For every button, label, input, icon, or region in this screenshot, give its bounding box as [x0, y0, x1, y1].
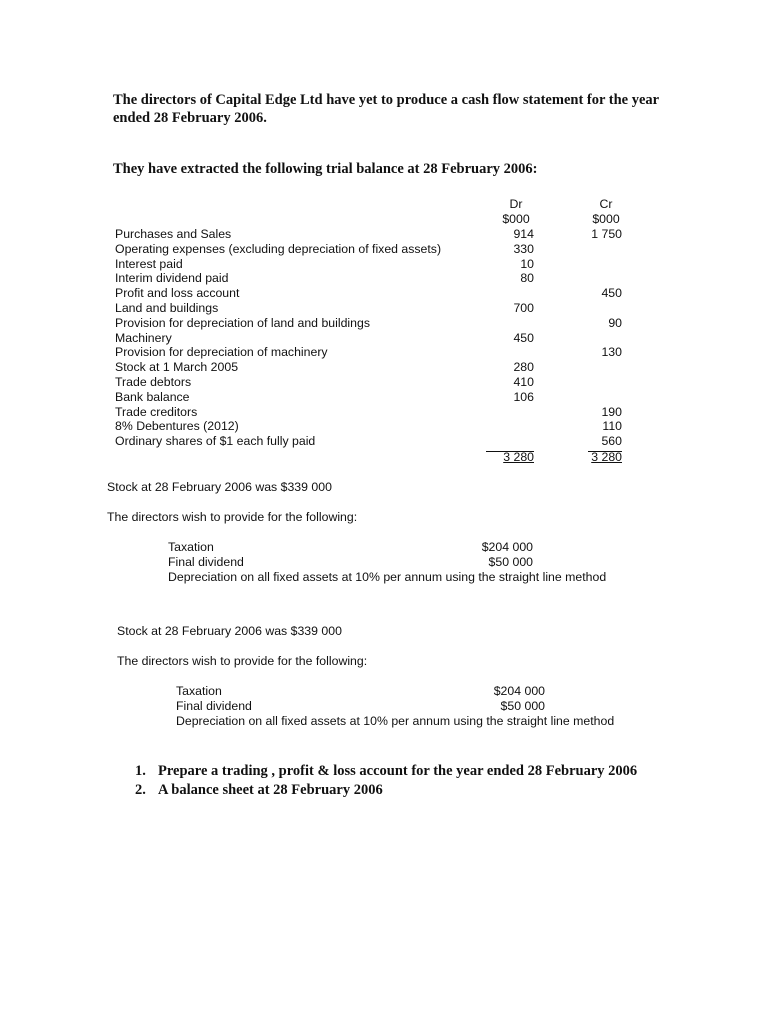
dr-amount: 700: [513, 301, 534, 315]
account-label: Purchases and Sales: [115, 227, 232, 241]
task-list: [113, 763, 673, 801]
account-label: Provision for depreciation of machinery: [115, 345, 328, 360]
dr-unit: $000: [502, 212, 530, 226]
depreciation-line: Depreciation on all fixed assets at 10% per annum using the straight line method: [176, 714, 615, 728]
cr-amount: 450: [601, 286, 622, 301]
stock-note: Stock at 28 February 2006 was $339 000: [107, 480, 332, 494]
cr-total: 3 280: [591, 450, 622, 464]
dividend-value: $50 000: [488, 555, 533, 569]
provide-note: The directors wish to provide for the following:: [107, 510, 358, 524]
task-text: Prepare a trading , profit & loss account for the year ended 28 February 2006: [158, 763, 638, 779]
cr-amount: 560: [601, 434, 622, 449]
account-label: Bank balance: [115, 389, 190, 404]
cr-amount: 110: [602, 419, 622, 434]
account-label: Interest paid: [115, 256, 183, 271]
account-label: Trade creditors: [115, 404, 198, 419]
dr-amount: 330: [513, 241, 534, 256]
cr-amount: 90: [608, 315, 622, 330]
account-label: Ordinary shares of $1 each fully paid: [115, 434, 316, 449]
task-item: [113, 763, 673, 780]
cr-amount: 190: [601, 404, 622, 419]
dr-amount: 280: [513, 360, 534, 375]
account-label: Machinery: [115, 330, 172, 345]
trial-balance-intro: They have extracted the following trial balance at 28 February 2006:: [113, 161, 538, 177]
dividend-label: Final dividend: [176, 699, 252, 713]
depreciation-line: Depreciation on all fixed assets at 10% per annum using the straight line method: [168, 570, 607, 584]
task-item: [113, 782, 673, 799]
dr-amount: 914: [513, 227, 534, 241]
intro-paragraph: The directors of Capital Edge Ltd have yet to produce a cash flow statement for the year ended 28 February 2006.: [113, 92, 659, 126]
provide-note: The directors wish to provide for the following:: [117, 654, 368, 668]
account-label: Profit and loss account: [115, 286, 240, 301]
dr-amount: 10: [520, 256, 534, 271]
cr-header: Cr: [599, 197, 613, 211]
dividend-value: $50 000: [500, 699, 545, 713]
cr-amount: 130: [601, 345, 622, 360]
account-label: Land and buildings: [115, 301, 219, 315]
dividend-label: Final dividend: [168, 555, 244, 569]
account-label: Provision for depreciation of land and buildings: [115, 315, 370, 330]
dr-total: 3 280: [503, 450, 534, 464]
taxation-value: $204 000: [481, 540, 533, 554]
account-label: Stock at 1 March 2005: [115, 360, 239, 375]
dr-amount: 106: [513, 389, 534, 404]
taxation-label: Taxation: [168, 540, 214, 554]
cr-amount: 1 750: [591, 227, 622, 241]
task-text: A balance sheet at 28 February 2006: [158, 782, 383, 798]
stock-note: Stock at 28 February 2006 was $339 000: [117, 624, 342, 638]
account-label: 8% Debentures (2012): [115, 419, 239, 434]
account-label: Operating expenses (excluding depreciation of fixed assets): [115, 241, 442, 256]
dr-amount: 450: [513, 330, 534, 345]
task-number: 2.: [135, 782, 146, 798]
task-number: 1.: [135, 763, 146, 779]
taxation-label: Taxation: [176, 684, 222, 698]
account-label: Interim dividend paid: [115, 271, 229, 286]
dr-header: Dr: [509, 197, 523, 211]
dr-amount: 410: [513, 375, 534, 389]
cr-unit: $000: [592, 212, 620, 226]
taxation-value: $204 000: [493, 684, 545, 698]
dr-amount: 80: [520, 271, 534, 286]
account-label: Trade debtors: [115, 375, 192, 389]
